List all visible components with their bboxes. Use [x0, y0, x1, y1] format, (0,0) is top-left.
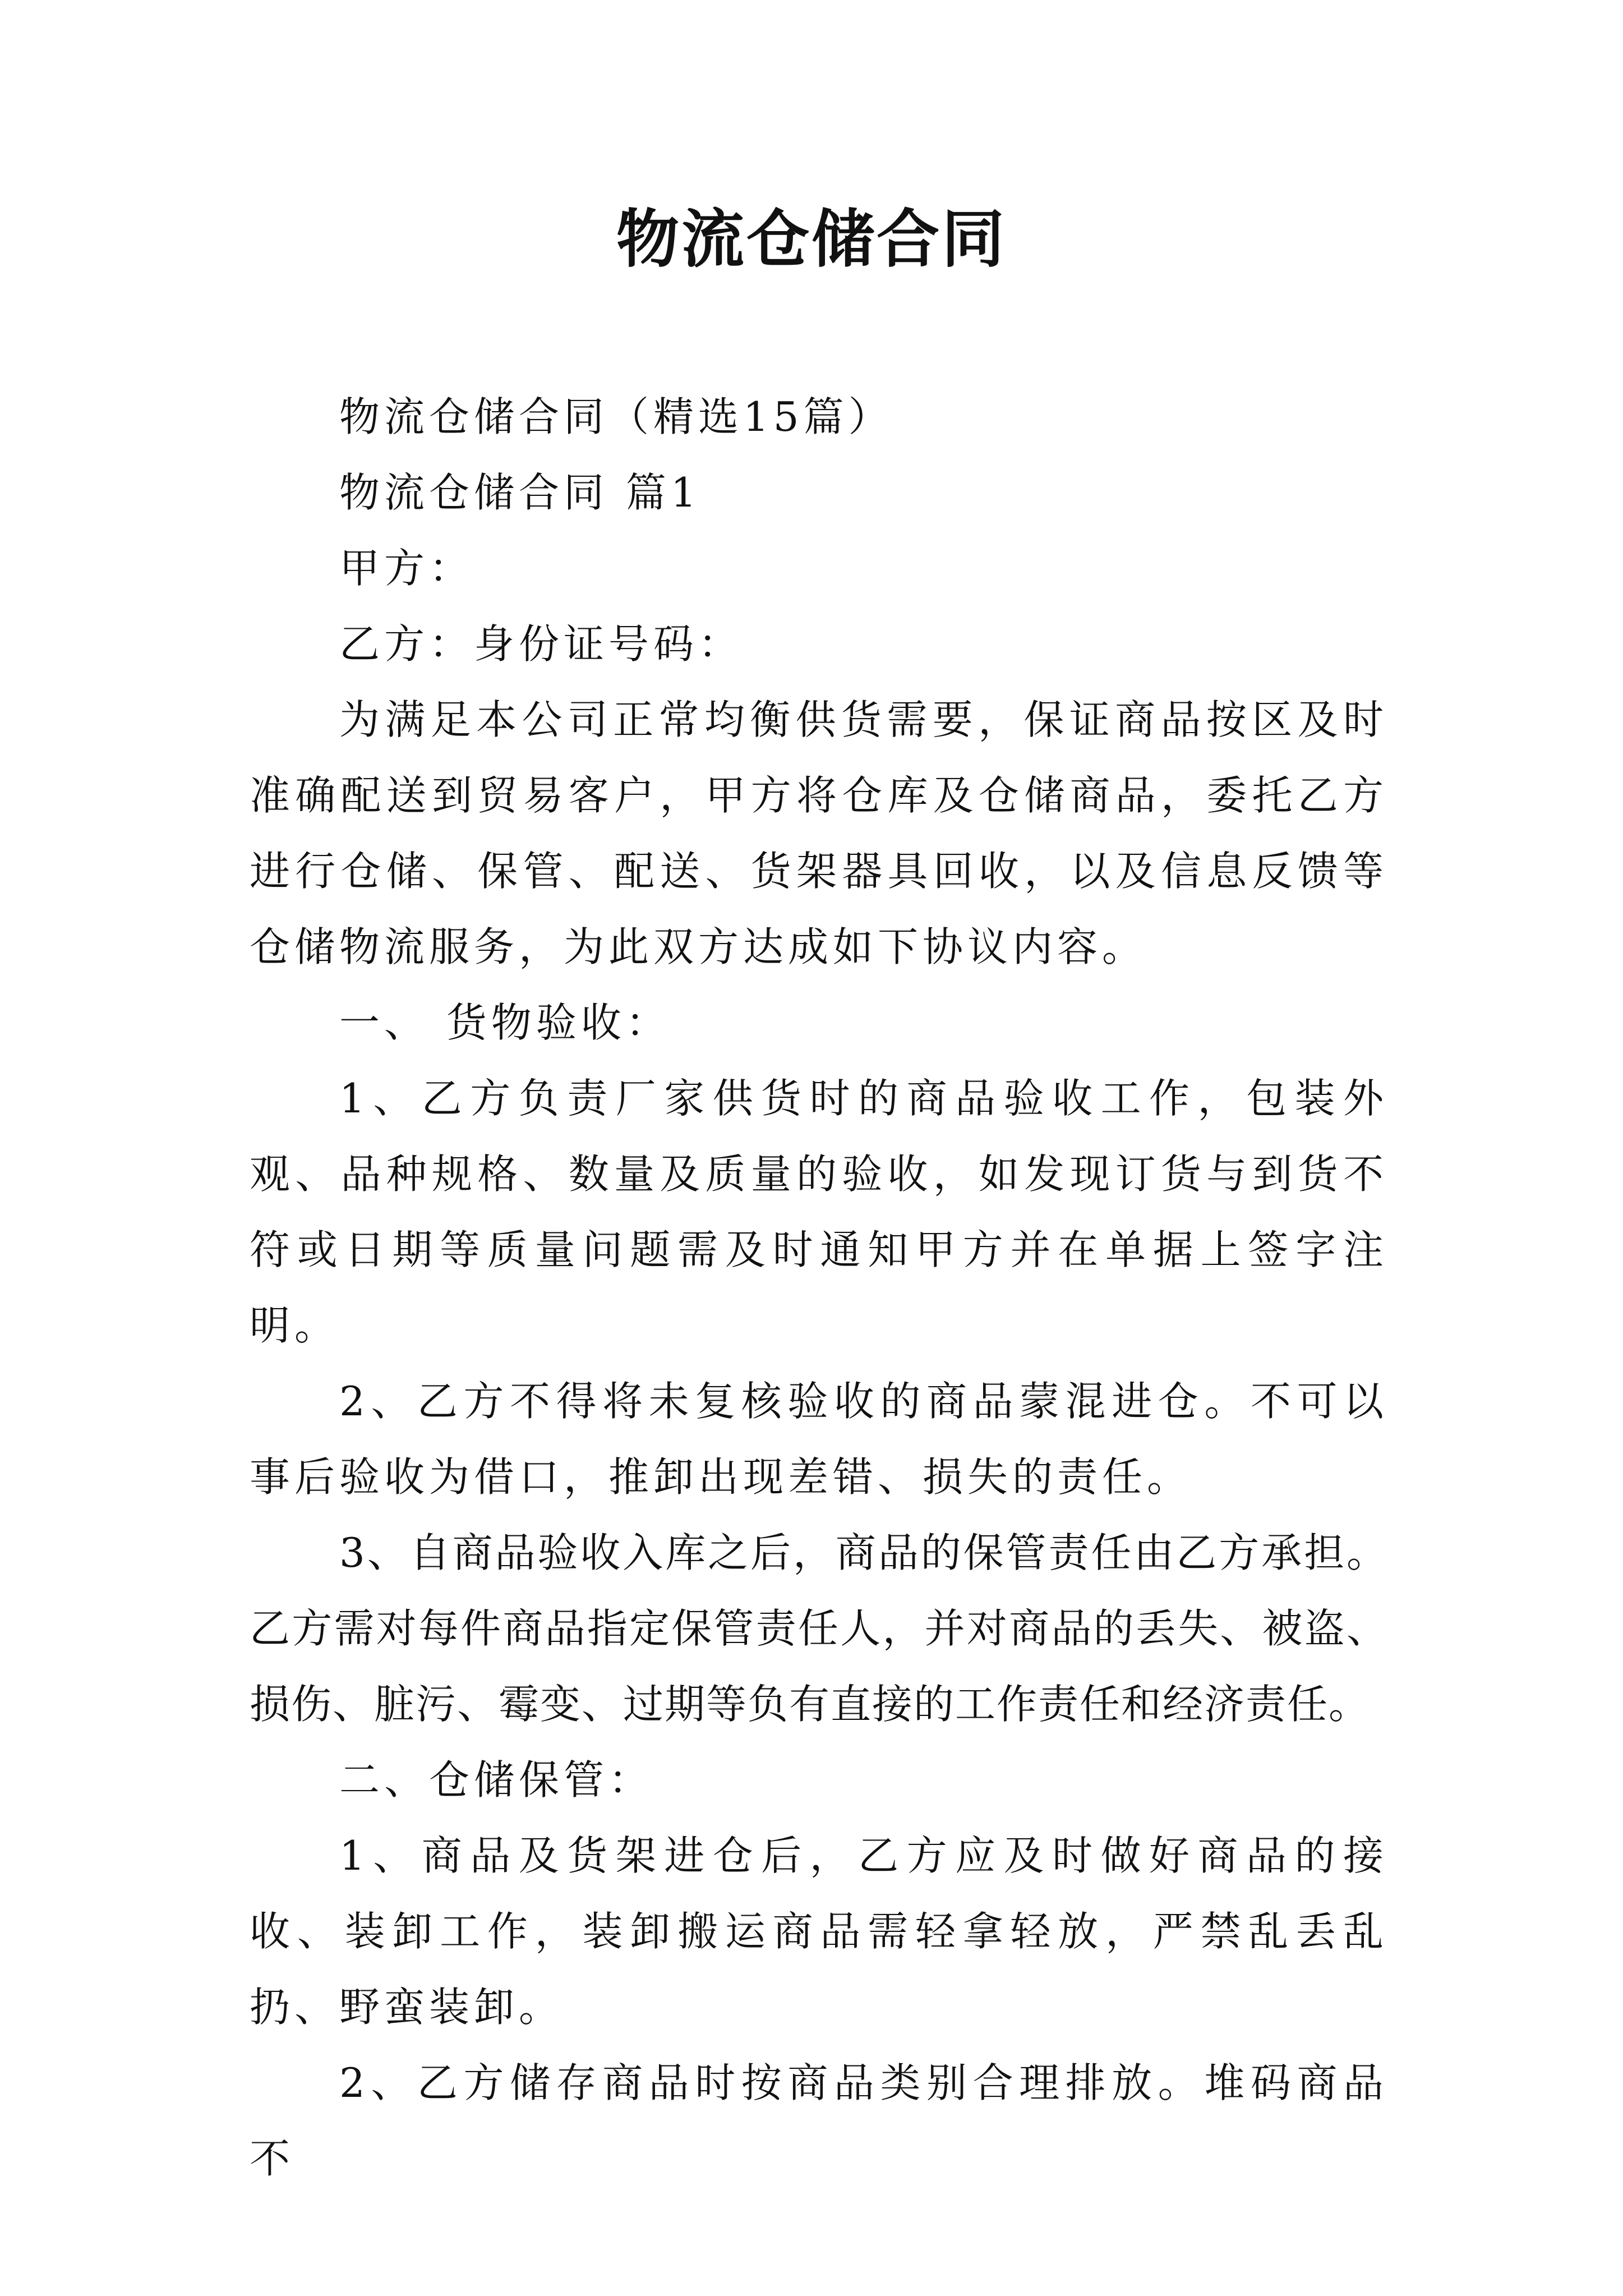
paragraph-preamble: 为满足本公司正常均衡供货需要，保证商品按区及时准确配送到贸易客户，甲方将仓库及仓储商品，委托乙方进行仓储、保管、配送、货架器具回收，以及信息反馈等仓储物流服务，为此双方达成如下协议内容。 — [250, 696, 1388, 970]
section-heading-storage: 二、仓储保管： — [339, 1756, 654, 1803]
paragraph-contract-heading: 物流仓储合同 篇1 — [339, 469, 701, 516]
document-title: 物流仓储合同 — [616, 203, 1007, 276]
document-body — [250, 379, 1388, 2197]
paragraph-storage-2: 2、乙方储存商品时按商品类别合理排放。堆码商品不 — [250, 2059, 1388, 2182]
section-heading-goods-acceptance: 一、 货物验收： — [339, 999, 671, 1046]
paragraph-acceptance-1: 1、乙方负责厂家供货时的商品验收工作，包装外观、品种规格、数量及质量的验收，如发现订货与到货不符或日期等质量问题需及时通知甲方并在单据上签字注明。 — [250, 1075, 1388, 1349]
paragraph-collection-title: 物流仓储合同（精选15篇） — [339, 393, 893, 440]
paragraph-party-b: 乙方：身份证号码： — [339, 620, 744, 668]
paragraph-storage-1: 1、商品及货架进仓后，乙方应及时做好商品的接收、装卸工作，装卸搬运商品需轻拿轻放，严禁乱丢乱扔、野蛮装卸。 — [250, 1832, 1388, 2031]
paragraph-acceptance-3: 3、自商品验收入库之后，商品的保管责任由乙方承担。乙方需对每件商品指定保管责任人，并对商品的丢失、被盗、损伤、脏污、霉变、过期等负有直接的工作责任和经济责任。 — [250, 1529, 1388, 1728]
paragraph-acceptance-2: 2、乙方不得将未复核验收的商品蒙混进仓。不可以事后验收为借口，推卸出现差错、损失的责任。 — [250, 1378, 1388, 1501]
paragraph-party-a: 甲方： — [339, 545, 474, 592]
